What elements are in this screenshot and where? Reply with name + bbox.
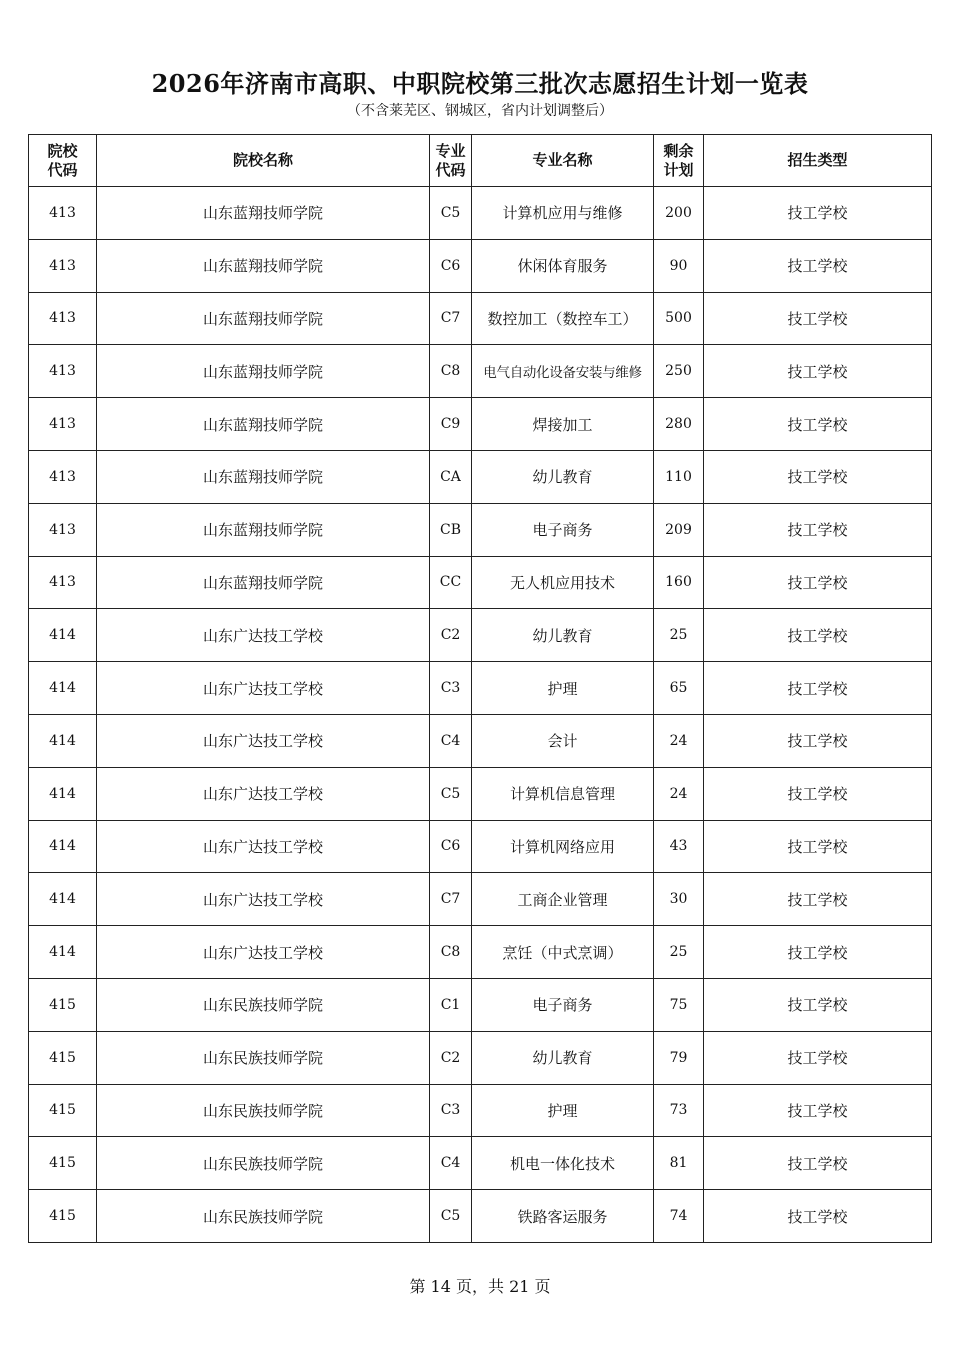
cell-school-name: 山东民族技师学院	[97, 1190, 430, 1243]
cell-major-name: 电子商务	[472, 978, 654, 1031]
cell-school-name: 山东广达技工学校	[97, 926, 430, 979]
page-title: 2026年济南市高职、中职院校第三批次志愿招生计划一览表	[151, 69, 809, 98]
table-row	[29, 820, 932, 873]
cell-remaining-plan: 24	[654, 714, 704, 767]
cell-school-name: 山东蓝翔技师学院	[97, 239, 430, 292]
cell-school-code: 415	[29, 978, 97, 1031]
cell-school-name: 山东民族技师学院	[97, 1137, 430, 1190]
table-row	[29, 1084, 932, 1137]
cell-major-name: 休闲体育服务	[472, 239, 654, 292]
enrollment-plan-table	[28, 134, 932, 1243]
cell-school-name: 山东蓝翔技师学院	[97, 345, 430, 398]
cell-major-code: CC	[430, 556, 472, 609]
cell-major-name: 无人机应用技术	[472, 556, 654, 609]
cell-major-name: 计算机网络应用	[472, 820, 654, 873]
header-school-code: 院校 代码	[29, 135, 97, 187]
cell-enrollment-type: 技工学校	[704, 450, 932, 503]
cell-remaining-plan: 79	[654, 1031, 704, 1084]
cell-remaining-plan: 74	[654, 1190, 704, 1243]
cell-school-code: 413	[29, 450, 97, 503]
table-row	[29, 714, 932, 767]
cell-school-code: 413	[29, 503, 97, 556]
table-row	[29, 345, 932, 398]
cell-school-code: 414	[29, 926, 97, 979]
cell-school-code: 414	[29, 873, 97, 926]
cell-remaining-plan: 25	[654, 926, 704, 979]
cell-major-code: CB	[430, 503, 472, 556]
cell-major-name: 焊接加工	[472, 398, 654, 451]
cell-major-name: 幼儿教育	[472, 609, 654, 662]
cell-major-code: C5	[430, 187, 472, 240]
cell-school-code: 413	[29, 239, 97, 292]
cell-school-code: 414	[29, 662, 97, 715]
cell-enrollment-type: 技工学校	[704, 714, 932, 767]
cell-enrollment-type: 技工学校	[704, 609, 932, 662]
cell-major-name: 电子商务	[472, 503, 654, 556]
cell-major-name: 机电一体化技术	[472, 1137, 654, 1190]
header-enrollment-type: 招生类型	[704, 135, 932, 187]
table-row	[29, 609, 932, 662]
cell-enrollment-type: 技工学校	[704, 1190, 932, 1243]
cell-school-code: 415	[29, 1031, 97, 1084]
cell-major-code: C5	[430, 1190, 472, 1243]
cell-major-code: C8	[430, 345, 472, 398]
cell-school-name: 山东蓝翔技师学院	[97, 503, 430, 556]
cell-school-code: 414	[29, 820, 97, 873]
cell-remaining-plan: 81	[654, 1137, 704, 1190]
cell-major-code: C8	[430, 926, 472, 979]
cell-school-name: 山东广达技工学校	[97, 714, 430, 767]
table-row	[29, 187, 932, 240]
cell-school-name: 山东广达技工学校	[97, 873, 430, 926]
cell-school-name: 山东蓝翔技师学院	[97, 398, 430, 451]
cell-enrollment-type: 技工学校	[704, 292, 932, 345]
cell-enrollment-type: 技工学校	[704, 345, 932, 398]
cell-school-name: 山东广达技工学校	[97, 609, 430, 662]
page-subtitle: （不含莱芜区、钢城区，省内计划调整后）	[347, 103, 613, 119]
cell-remaining-plan: 280	[654, 398, 704, 451]
table-row	[29, 767, 932, 820]
cell-remaining-plan: 25	[654, 609, 704, 662]
cell-major-code: C7	[430, 873, 472, 926]
cell-major-name: 会计	[472, 714, 654, 767]
cell-enrollment-type: 技工学校	[704, 662, 932, 715]
cell-enrollment-type: 技工学校	[704, 556, 932, 609]
table-row	[29, 662, 932, 715]
cell-major-name: 电气自动化设备安装与维修	[472, 345, 654, 398]
cell-major-code: C5	[430, 767, 472, 820]
cell-enrollment-type: 技工学校	[704, 820, 932, 873]
cell-school-code: 415	[29, 1137, 97, 1190]
header-major-code: 专业 代码	[430, 135, 472, 187]
cell-remaining-plan: 75	[654, 978, 704, 1031]
cell-major-name: 铁路客运服务	[472, 1190, 654, 1243]
table-row	[29, 503, 932, 556]
cell-enrollment-type: 技工学校	[704, 398, 932, 451]
cell-school-code: 415	[29, 1190, 97, 1243]
cell-major-code: C6	[430, 820, 472, 873]
table-header-row	[29, 135, 932, 187]
table-row	[29, 978, 932, 1031]
header-school-name: 院校名称	[97, 135, 430, 187]
cell-major-name: 计算机应用与维修	[472, 187, 654, 240]
cell-enrollment-type: 技工学校	[704, 239, 932, 292]
cell-remaining-plan: 30	[654, 873, 704, 926]
cell-major-code: C4	[430, 1137, 472, 1190]
cell-school-code: 413	[29, 398, 97, 451]
cell-enrollment-type: 技工学校	[704, 503, 932, 556]
cell-major-name: 幼儿教育	[472, 1031, 654, 1084]
cell-remaining-plan: 200	[654, 187, 704, 240]
table-row	[29, 1190, 932, 1243]
cell-major-code: C2	[430, 1031, 472, 1084]
cell-enrollment-type: 技工学校	[704, 978, 932, 1031]
cell-major-name: 计算机信息管理	[472, 767, 654, 820]
cell-remaining-plan: 73	[654, 1084, 704, 1137]
cell-school-code: 414	[29, 714, 97, 767]
cell-school-code: 413	[29, 345, 97, 398]
cell-enrollment-type: 技工学校	[704, 1137, 932, 1190]
cell-enrollment-type: 技工学校	[704, 767, 932, 820]
cell-major-code: C4	[430, 714, 472, 767]
cell-school-name: 山东民族技师学院	[97, 1031, 430, 1084]
cell-major-code: C6	[430, 239, 472, 292]
cell-school-code: 413	[29, 556, 97, 609]
cell-major-name: 护理	[472, 1084, 654, 1137]
table-row	[29, 292, 932, 345]
cell-school-code: 413	[29, 187, 97, 240]
table-row	[29, 556, 932, 609]
cell-major-name: 幼儿教育	[472, 450, 654, 503]
cell-school-code: 414	[29, 609, 97, 662]
cell-school-name: 山东民族技师学院	[97, 978, 430, 1031]
cell-major-code: C3	[430, 1084, 472, 1137]
table-row	[29, 926, 932, 979]
cell-school-name: 山东广达技工学校	[97, 662, 430, 715]
cell-major-code: CA	[430, 450, 472, 503]
table-body	[29, 187, 932, 1243]
cell-school-name: 山东广达技工学校	[97, 820, 430, 873]
cell-enrollment-type: 技工学校	[704, 873, 932, 926]
cell-remaining-plan: 90	[654, 239, 704, 292]
cell-school-name: 山东蓝翔技师学院	[97, 556, 430, 609]
table-row	[29, 1031, 932, 1084]
cell-school-name: 山东民族技师学院	[97, 1084, 430, 1137]
table-row	[29, 398, 932, 451]
cell-school-name: 山东蓝翔技师学院	[97, 187, 430, 240]
cell-major-code: C3	[430, 662, 472, 715]
table-row	[29, 873, 932, 926]
cell-remaining-plan: 209	[654, 503, 704, 556]
cell-school-name: 山东蓝翔技师学院	[97, 292, 430, 345]
cell-remaining-plan: 65	[654, 662, 704, 715]
cell-major-name: 数控加工（数控车工）	[472, 292, 654, 345]
cell-school-name: 山东蓝翔技师学院	[97, 450, 430, 503]
page-number: 第 14 页，共 21 页	[409, 1277, 551, 1296]
cell-major-code: C2	[430, 609, 472, 662]
cell-school-name: 山东广达技工学校	[97, 767, 430, 820]
table-row	[29, 450, 932, 503]
cell-remaining-plan: 250	[654, 345, 704, 398]
cell-major-name: 工商企业管理	[472, 873, 654, 926]
cell-major-name: 烹饪（中式烹调）	[472, 926, 654, 979]
header-remaining-plan: 剩余 计划	[654, 135, 704, 187]
cell-enrollment-type: 技工学校	[704, 926, 932, 979]
cell-enrollment-type: 技工学校	[704, 1031, 932, 1084]
cell-enrollment-type: 技工学校	[704, 187, 932, 240]
table-row	[29, 239, 932, 292]
cell-remaining-plan: 24	[654, 767, 704, 820]
cell-school-code: 413	[29, 292, 97, 345]
cell-remaining-plan: 110	[654, 450, 704, 503]
cell-major-code: C1	[430, 978, 472, 1031]
header-major-name: 专业名称	[472, 135, 654, 187]
cell-enrollment-type: 技工学校	[704, 1084, 932, 1137]
cell-major-name: 护理	[472, 662, 654, 715]
cell-remaining-plan: 160	[654, 556, 704, 609]
cell-remaining-plan: 500	[654, 292, 704, 345]
cell-school-code: 414	[29, 767, 97, 820]
cell-major-code: C9	[430, 398, 472, 451]
cell-remaining-plan: 43	[654, 820, 704, 873]
table-row	[29, 1137, 932, 1190]
cell-school-code: 415	[29, 1084, 97, 1137]
cell-major-code: C7	[430, 292, 472, 345]
